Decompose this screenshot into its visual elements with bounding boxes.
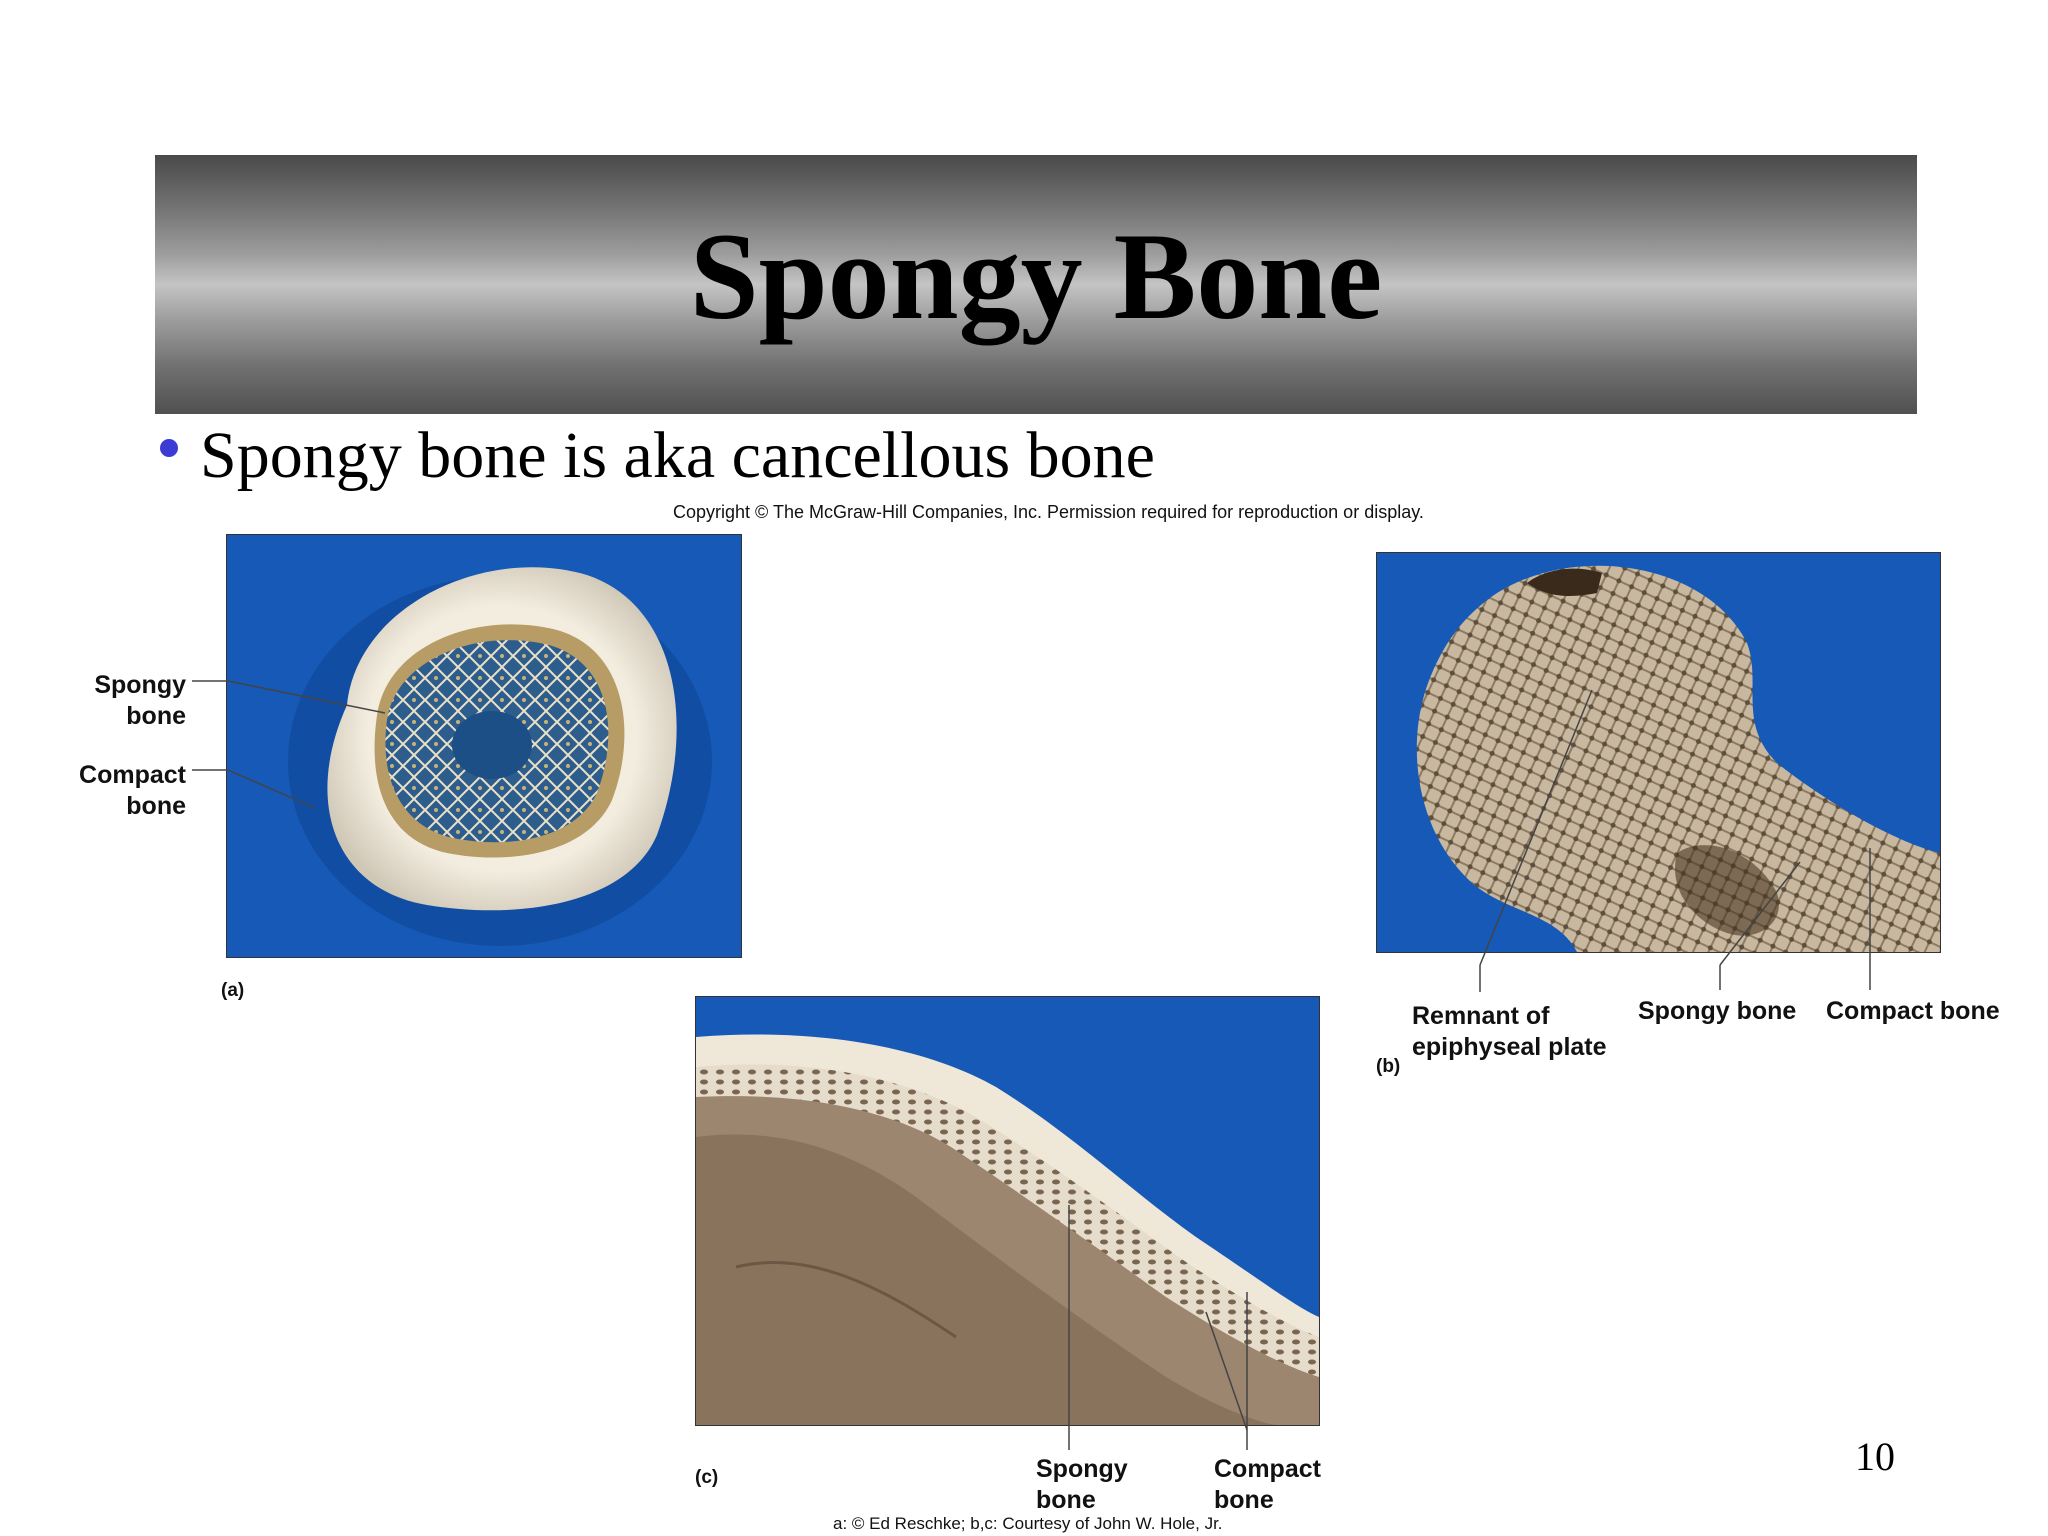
label-b-spongy-bone: Spongy bone — [1638, 997, 1797, 1025]
panel-c-tag: (c) — [695, 1467, 719, 1488]
bullet-icon — [160, 439, 178, 457]
bullet-text: Spongy bone is aka cancellous bone — [200, 419, 1155, 492]
label-a-spongy-line1: Spongy — [94, 671, 186, 699]
label-a-spongy-line2: bone — [126, 702, 186, 730]
label-b-remnant-line2: epiphyseal plate — [1412, 1033, 1607, 1061]
label-a-compact-bone — [60, 760, 186, 822]
photo-femur-head-section — [1376, 552, 1941, 953]
photo-bone-cross-section — [226, 534, 742, 958]
panel-b-tag: (b) — [1376, 1056, 1401, 1077]
label-c-spongy-bone — [1036, 1454, 1128, 1516]
label-c-spongy-line1: Spongy — [1036, 1455, 1128, 1483]
title-bar — [155, 155, 1917, 414]
label-a-compact-line2: bone — [126, 792, 186, 820]
photo-bone-surface-closeup — [695, 996, 1320, 1426]
bullet-item — [160, 418, 1155, 494]
label-a-spongy-bone — [66, 670, 186, 732]
photo-credit: a: © Ed Reschke; b,c: Courtesy of John W. Hole, Jr. — [833, 1514, 1223, 1533]
label-b-remnant-epiphyseal-plate — [1412, 1001, 1607, 1063]
label-c-compact-bone — [1214, 1454, 1321, 1516]
slide-title: Spongy Bone — [689, 208, 1383, 345]
label-c-compact-line1: Compact — [1214, 1455, 1321, 1483]
label-c-compact-line2: bone — [1214, 1486, 1274, 1514]
label-b-remnant-line1: Remnant of — [1412, 1002, 1550, 1030]
copyright-notice: Copyright © The McGraw-Hill Companies, Inc. Permission required for reproduction or display. — [673, 502, 1424, 522]
label-a-compact-line1: Compact — [79, 761, 186, 789]
panel-a-tag: (a) — [221, 980, 245, 1001]
page-number: 10 — [1855, 1434, 1895, 1479]
label-c-spongy-line2: bone — [1036, 1486, 1096, 1514]
label-b-compact-bone: Compact bone — [1826, 997, 2000, 1025]
